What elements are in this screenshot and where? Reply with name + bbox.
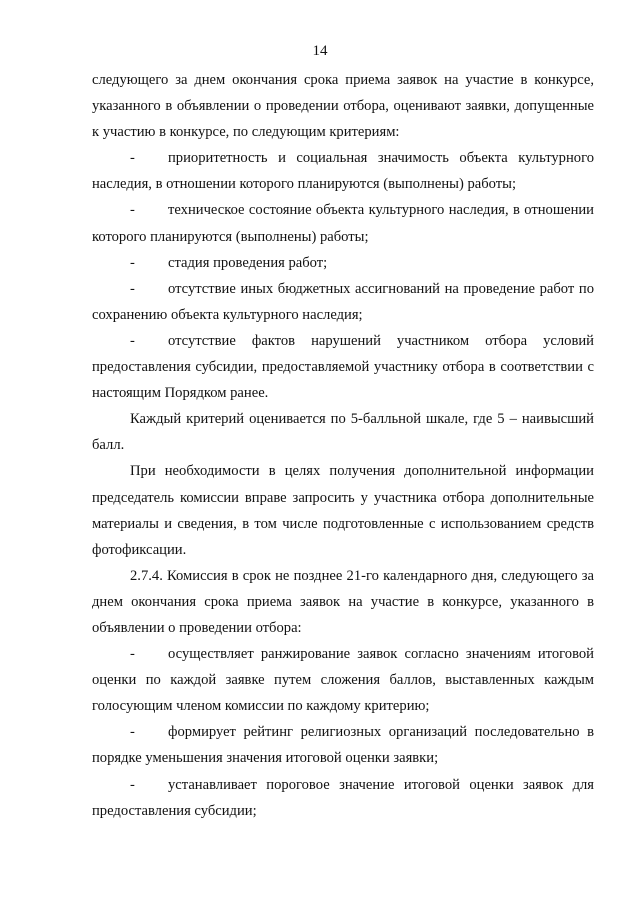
list-dash: - [130,202,135,219]
list-dash: - [130,776,135,793]
list-item [92,145,594,197]
list-dash: - [130,646,135,663]
list-item [92,719,594,771]
list-item-text: формирует рейтинг религиозных организаций последовательно в порядке уменьшения значения итоговой оценки заявки; [92,724,594,767]
list-item-text: осуществляет ранжирование заявок согласно значениям итоговой оценки по каждой заявке путем сложения баллов, выставленных каждым голосующим членом комиссии по каждому критерию; [92,646,594,715]
list-item [92,276,594,328]
list-item [92,641,594,719]
list-item [92,197,594,249]
list-item [92,772,594,824]
list-item [92,250,594,276]
list-item-text: стадия проведения работ; [168,254,328,271]
paragraph: 2.7.4. Комиссия в срок не позднее 21-го календарного дня, следующего за днем окончания срока приема заявок на участие в конкурсе, указанного в объявлении о проведении отбора: [92,567,594,636]
paragraph: следующего за днем окончания срока приема заявок на участие в конкурсе, указанного в объявлении о проведении отбора, оценивают заявки, допущенные к участию в конкурсе, по следующим критериям: [92,72,594,141]
list-dash: - [130,332,135,349]
list-item-text: отсутствие фактов нарушений участником отбора условий предоставления субсидии, предоставляемой участнику отбора в соответствии с настоящим Порядком ранее. [92,332,594,402]
list-dash: - [130,150,135,167]
paragraph: При необходимости в целях получения дополнительной информации председатель комиссии вправе запросить у участника отбора дополнительные материалы и сведения, в том числе подготовленные с использованием средств фотофиксации. [92,463,594,558]
list-item [92,328,594,406]
list-dash: - [130,280,135,297]
list-item-text: техническое состояние объекта культурного наследия, в отношении которого планируются (выполнены) работы; [92,202,594,245]
list-item-text: устанавливает пороговое значение итоговой оценки заявок для предоставления субсидии; [92,776,594,819]
list-dash: - [130,254,135,271]
paragraph: Каждый критерий оценивается по 5-балльной шкале, где 5 – наивысший балл. [92,411,594,454]
page-number: 14 [312,43,328,59]
list-item-text: отсутствие иных бюджетных ассигнований на проведение работ по сохранению объекта культурного наследия; [92,280,594,323]
list-item-text: приоритетность и социальная значимость объекта культурного наследия, в отношении которого планируются (выполнены) работы; [92,150,594,193]
list-dash: - [130,724,135,741]
document-body [92,67,594,824]
